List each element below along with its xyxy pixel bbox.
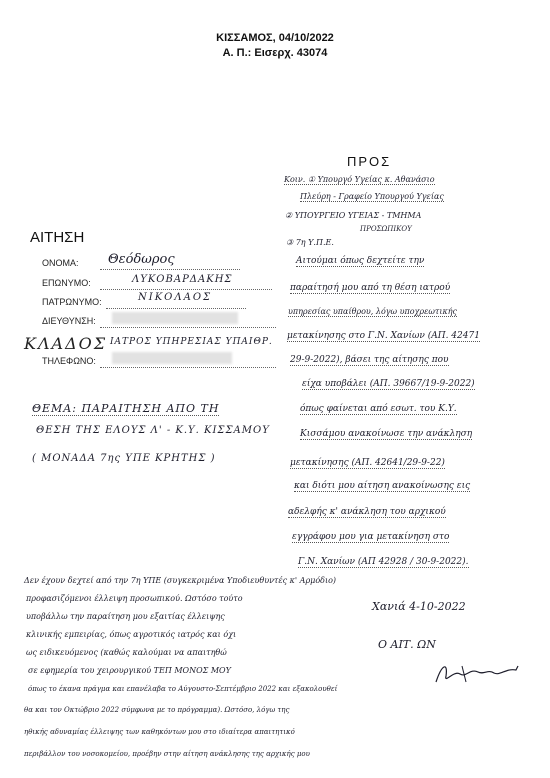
field-value-father: ΝΙΚΟΛΑΟΣ <box>138 292 213 303</box>
bottom-line: κλινικής εμπειρίας, όπως αγροτικός ιατρός και όχι <box>26 630 237 639</box>
handwritten-signature <box>432 660 522 686</box>
subject-line-2: ΘΕΣΗ ΤΗΣ ΕΛΟΥΣ Λ' - Κ.Υ. ΚΙΣΣΑΜΟΥ <box>36 425 270 436</box>
body-line: μετακίνησης (ΑΠ. 42641/29-9-22) <box>290 458 445 468</box>
bottom-line: θα και τον Οκτώβριο 2022 σύμφωνα με το πρόγραμμα). Ωστόσο, λόγω της <box>24 706 290 714</box>
field-value-branch: ΙΑΤΡΟΣ ΥΠΗΡΕΣΙΑΣ ΥΠΑΙΘΡ. <box>110 337 273 347</box>
field-value-name: Θεόδωρος <box>108 252 175 267</box>
field-line <box>100 367 276 368</box>
body-line: εγγράφου μου για μετακίνηση στο <box>292 532 450 542</box>
bottom-line: περιβάλλον του νοσοκομείου, προέβην στην αίτηση ανάκλησης της αρχικής μου <box>24 750 310 758</box>
field-label-surname: ΕΠΩΝΥΜΟ: <box>42 278 91 288</box>
field-label-phone: ΤΗΛΕΦΩΝΟ: <box>42 356 96 366</box>
bottom-line: ηθικής αδυναμίας έλλειψης των καθηκόντων μου στο ιδιαίτερα απαιτητικό <box>24 728 295 736</box>
protocol-number: Α. Π.: Εισερχ. 43074 <box>222 47 328 59</box>
recipient-line: ③ 7η Υ.Π.Ε. <box>286 238 334 247</box>
field-label-address: ΔΙΕΥΘΥΝΣΗ: <box>42 316 96 326</box>
field-line <box>100 289 272 290</box>
body-line: Γ.Ν. Χανίων (ΑΠ 42928 / 30-9-2022). <box>298 557 469 567</box>
body-line: υπηρεσίας υπαίθρου, λόγω υποχρεωτικής <box>288 307 457 316</box>
bottom-line: Δεν έχουν δεχτεί από την 7η ΥΠΕ (συγκεκριμένα Υποδιευθυντές κ' Αρμόδιο) <box>24 576 337 585</box>
recipient-line: ΠΡΟΣΩΠΙΚΟΥ <box>360 225 412 233</box>
subject-line-1: ΘΕΜΑ: ΠΑΡΑΙΤΗΣΗ ΑΠΟ ΤΗ <box>32 402 220 415</box>
bottom-line: υποβάλλω την παραίτηση μου εξαιτίας έλλειψης <box>26 612 225 621</box>
bottom-line: ως ειδικευόμενος (καθώς καλούμαι να απαιτηθώ <box>26 648 227 657</box>
body-line: όπως φαίνεται από εσωτ. του Κ.Υ. <box>300 404 457 414</box>
field-value-surname: ΛΥΚΟΒΑΡΔΑΚΗΣ <box>132 274 233 285</box>
application-title: ΑΙΤΗΣΗ <box>30 229 85 246</box>
subject-line-3: ( ΜΟΝΑΔΑ 7ης ΥΠΕ ΚΡΗΤΗΣ ) <box>32 453 216 464</box>
bottom-line: προφασιζόμενοι έλλειψη προσωπικού. Ωστόσο τούτο <box>26 594 243 603</box>
bottom-line: όπως το έκανα πράγμα και επανέλαβα το Αύγουστο-Σεπτέμβριο 2022 και εξακολουθεί <box>28 685 338 693</box>
recipient-line: Κοιν. ① Υπουργό Υγείας κ. Αθανάσιο <box>284 175 435 184</box>
recipient-line: ② ΥΠΟΥΡΓΕΙΟ ΥΓΕΙΑΣ - ΤΜΗΜΑ <box>285 211 422 220</box>
signatory-label: Ο ΑΙΤ. ΩΝ <box>378 638 436 651</box>
body-line: και διότι μου αίτηση ανακοίνωσης εις <box>294 481 471 491</box>
field-label-father: ΠΑΤΡΩΝΥΜΟ: <box>42 297 102 307</box>
field-line <box>106 308 246 309</box>
field-line <box>100 327 276 328</box>
bottom-line: σε εφημερία του χειρουργικού ΤΕΠ ΜΟΝΟΣ ΜΟΥ <box>28 666 231 675</box>
field-label-name: ΟΝΟΜΑ: <box>42 258 79 268</box>
place-date-header: ΚΙΣΣΑΜΟΣ, 04/10/2022 <box>216 32 334 44</box>
body-line: παραίτησή μου από τη θέση ιατρού <box>290 283 451 293</box>
recipient-line: Πλεύρη - Γραφείο Υπουργού Υγείας <box>300 192 444 201</box>
field-line <box>100 269 240 270</box>
body-line: αδελφής κ' ανάκληση του αρχικού <box>288 507 446 517</box>
body-line: είχα υποβάλει (ΑΠ. 39667/19-9-2022) <box>302 379 475 389</box>
body-line: 29-9-2022), βάσει της αίτησης που <box>290 355 449 365</box>
redacted-phone <box>112 352 232 364</box>
redacted-address <box>112 312 238 324</box>
body-line: Αιτούμαι όπως δεχτείτε την <box>296 256 425 266</box>
body-line: Κισσάμου ανακοίνωσε την ανάκληση <box>300 429 473 439</box>
signature-place-date: Χανιά 4-10-2022 <box>372 600 466 613</box>
body-line: μετακίνησης στο Γ.Ν. Χανίων (ΑΠ. 42471 <box>287 331 480 341</box>
to-title: ΠΡΟΣ <box>347 154 392 169</box>
field-label-branch: ΚΛΑΔΟΣ <box>24 334 108 353</box>
